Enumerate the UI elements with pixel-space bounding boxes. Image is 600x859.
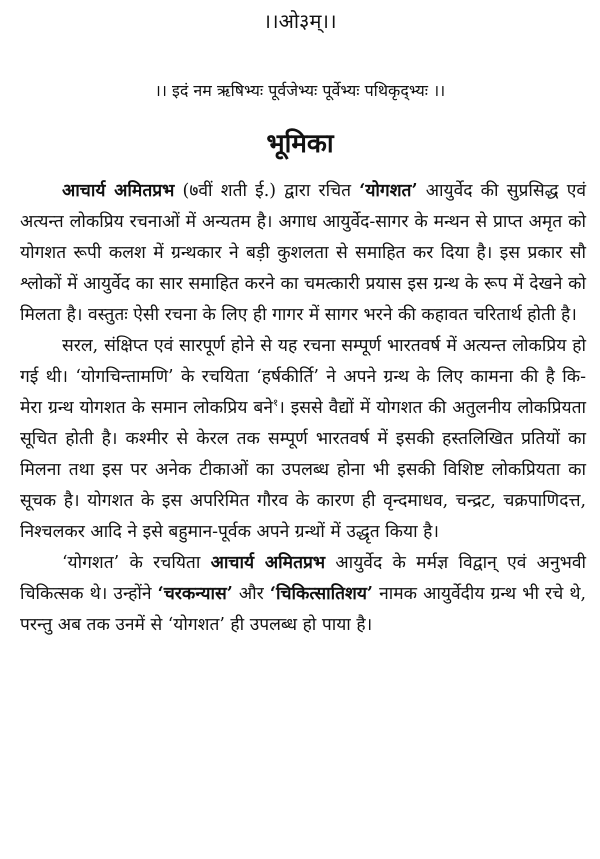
paragraph-text: आयुर्वेद के मर्मज्ञ विद्वान् एवं अनुभवी चिकित्सक थे। उन्होंने — [20, 553, 587, 604]
homage-verse: ।। इदं नम ऋषिभ्यः पूर्वजेभ्यः पूर्वेभ्यः पथिकृद्भ्यः ।। — [154, 81, 446, 100]
paragraph-text: सरल, संक्षिप्त एवं सारपूर्ण होने से यह रचना सम्पूर्ण भारतवर्ष में अत्यन्त लोकप्रिय हो गई थी। ‘योगचिन्तामणि’ के रचयिता ‘हर्षकीर्ति’ ने अपने ग्रन्थ के लिए कामना की है कि- मेरा ग्रन्थ योगशत के समान लोकप्रिय बने — [20, 336, 586, 418]
author-name: आचार्य अमितप्रभ — [62, 181, 175, 201]
paragraph-1 — [20, 176, 586, 331]
work-title: ‘चिकित्सातिशय’ — [269, 584, 373, 604]
work-title: ‘योगशत’ — [359, 181, 418, 201]
paragraph-text: (७वीं शती ई.) द्वारा रचित — [174, 181, 360, 201]
body-text — [20, 176, 586, 641]
paragraph-text: और — [232, 584, 270, 604]
author-name: आचार्य अमितप्रभ — [210, 553, 326, 573]
paragraph-text: आयुर्वेद की सुप्रसिद्ध एवं अत्यन्त लोकप्रिय रचनाओं में अन्यतम है। अगाध आयुर्वेद-सागर के मन्थन से प्राप्त अमृत को योगशत रूपी कलश में ग्रन्थकार ने बड़ी कुशलता से समाहित कर दिया है। इस प्रकार सौ श्लोकों में आयुर्वेद का सार समाहित करने का चमत्कारी प्रयास इस ग्रन्थ के रूप में देखने को मिलता है। वस्तुतः ऐसी रचना के लिए ही गागर में सागर भरने की कहावत चरितार्थ होती है। — [20, 181, 586, 325]
footnote-marker: १ — [272, 398, 279, 410]
paragraph-3 — [20, 548, 586, 641]
paragraph-text: । इससे वैद्यों में योगशत की अतुलनीय लोकप्रियता सूचित होती है। कश्मीर से केरल तक सम्पूर्ण भारतवर्ष में इसकी हस्तलिखित प्रतियों का मिलना तथा इस पर अनेक टीकाओं का उपलब्ध होना भी इसकी विशिष्ट लोकप्रियता का सूचक है। योगशत के इस अपरिमित गौरव के कारण ही वृन्दमाधव, चन्द्रट, चक्रपाणिदत्त, निश्चलकर आदि ने इसे बहुमान-पूर्वक अपने ग्रन्थों में उद्धृत किया है। — [20, 398, 586, 542]
paragraph-text: ‘योगशत’ के रचयिता — [62, 553, 211, 573]
work-title: ‘चरकन्यास’ — [157, 584, 233, 604]
page-title: भूमिका — [266, 129, 334, 159]
paragraph-text: नामक आयुर्वेदीय ग्रन्थ भी रचे थे, परन्तु अब तक उनमें से ‘योगशत’ ही उपलब्ध हो पाया है। — [20, 584, 586, 635]
invocation-line: ।।ओ३म्।। — [263, 9, 337, 33]
paragraph-2 — [20, 331, 586, 548]
